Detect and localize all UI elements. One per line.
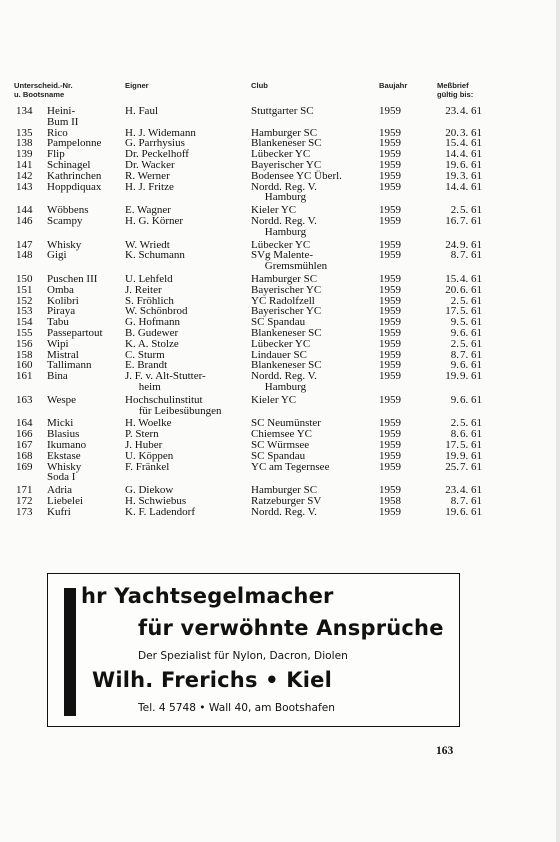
row-club: Kieler YC bbox=[251, 393, 297, 406]
row-build-year: 1959 bbox=[379, 337, 401, 350]
row-boat-name: Wipi bbox=[47, 337, 69, 350]
row-build-year: 1959 bbox=[379, 316, 401, 329]
row-cert-month: 6. 61 bbox=[460, 283, 482, 296]
header-number-line2: u. Bootsname bbox=[14, 89, 65, 99]
ad-specialist-line: Der Spezialist für Nylon, Dacron, Diolen bbox=[138, 650, 348, 662]
row-build-year: 1959 bbox=[379, 505, 401, 518]
row-boat-name: Omba bbox=[47, 283, 74, 296]
table-row bbox=[0, 285, 560, 296]
row-owner: P. Stern bbox=[125, 428, 159, 441]
row-boat-name: Kathrinchen bbox=[47, 169, 102, 182]
header-owner: Eigner bbox=[125, 81, 149, 90]
row-build-year: 1959 bbox=[379, 249, 401, 262]
row-boat-name: Ekstase bbox=[47, 449, 81, 462]
row-number: 134 bbox=[16, 105, 33, 117]
row-boat-name: Scampy bbox=[47, 214, 83, 227]
row-boat-name: Kolibri bbox=[47, 294, 79, 307]
row-boat-name: Whisky bbox=[47, 460, 82, 473]
row-build-year: 1959 bbox=[379, 305, 401, 318]
row-owner: K. A. Stolze bbox=[125, 337, 179, 350]
row-build-year: 1959 bbox=[379, 214, 401, 227]
row-cert-month: 5. 61 bbox=[460, 294, 482, 307]
row-number: 167 bbox=[16, 438, 33, 451]
row-club: Hamburger SC bbox=[251, 126, 318, 139]
row-cert-month: 4. 61 bbox=[460, 105, 482, 117]
row-cert-month: 7. 61 bbox=[460, 494, 482, 507]
row-number: 144 bbox=[16, 204, 33, 217]
row-club: Lübecker YC bbox=[251, 337, 311, 350]
row-owner: J. F. v. Alt-Stutter- bbox=[125, 370, 206, 383]
row-build-year: 1958 bbox=[379, 494, 401, 507]
row-cert-month: 6. 61 bbox=[460, 359, 482, 372]
row-number: 169 bbox=[16, 460, 33, 473]
row-boat-name: Whisky bbox=[47, 238, 82, 251]
row-number: 155 bbox=[16, 326, 33, 339]
table-row bbox=[0, 395, 560, 406]
row-owner: H. J. Fritze bbox=[125, 180, 174, 193]
row-cert-month: 9. 61 bbox=[460, 238, 482, 251]
row-cert-day: 17. bbox=[445, 305, 459, 318]
row-club: Hamburg bbox=[251, 191, 307, 204]
row-club: Nordd. Reg. V. bbox=[251, 214, 317, 227]
row-build-year: 1959 bbox=[379, 438, 401, 451]
row-club: SVg Malente- bbox=[251, 249, 314, 262]
row-number: 160 bbox=[16, 359, 33, 372]
row-owner: W. Wriedt bbox=[125, 238, 170, 251]
row-owner: H. Woelke bbox=[125, 417, 172, 430]
row-boat-name: Micki bbox=[47, 417, 74, 430]
advertisement-box bbox=[47, 573, 460, 727]
row-cert-month: 6. 61 bbox=[460, 428, 482, 441]
row-owner: E. Brandt bbox=[125, 359, 168, 372]
row-boat-name: Ikumano bbox=[47, 438, 87, 451]
row-cert-month: 6. 61 bbox=[460, 326, 482, 339]
row-owner: E. Wagner bbox=[125, 204, 171, 217]
row-club: SC Neumünster bbox=[251, 417, 321, 430]
table-row bbox=[0, 339, 560, 350]
row-boat-name: Bum II bbox=[47, 115, 79, 128]
row-cert-month: 5. 61 bbox=[460, 417, 482, 430]
row-cert-day: 14. bbox=[445, 148, 459, 161]
row-club: Hamburger SC bbox=[251, 484, 318, 497]
row-cert-day: 9. bbox=[450, 359, 459, 372]
row-owner: für Leibesübungen bbox=[125, 404, 222, 417]
row-owner: K. Schumann bbox=[125, 249, 185, 262]
row-cert-month: 6. 61 bbox=[460, 505, 482, 518]
row-boat-name: Flip bbox=[47, 148, 65, 161]
row-owner: H. Faul bbox=[125, 105, 158, 117]
row-boat-name: Blasius bbox=[47, 428, 80, 441]
row-cert-month: 5. 61 bbox=[460, 316, 482, 329]
table-row bbox=[0, 472, 560, 483]
row-boat-name: Mistral bbox=[47, 348, 79, 361]
row-cert-month: 4. 61 bbox=[460, 137, 482, 150]
row-number: 158 bbox=[16, 348, 33, 361]
row-cert-day: 14. bbox=[445, 180, 459, 193]
row-cert-day: 8. bbox=[450, 249, 459, 262]
row-cert-month: 4. 61 bbox=[460, 484, 482, 497]
row-cert-day: 19. bbox=[445, 370, 459, 383]
row-build-year: 1959 bbox=[379, 348, 401, 361]
table-row bbox=[0, 117, 560, 128]
row-club: Bayerischer YC bbox=[251, 158, 322, 171]
row-build-year: 1959 bbox=[379, 370, 401, 383]
row-club: Nordd. Reg. V. bbox=[251, 505, 317, 518]
row-build-year: 1959 bbox=[379, 294, 401, 307]
row-owner: H. G. Körner bbox=[125, 214, 184, 227]
row-build-year: 1959 bbox=[379, 428, 401, 441]
row-boat-name: Wöbbens bbox=[47, 204, 89, 217]
row-club: Nordd. Reg. V. bbox=[251, 370, 317, 383]
row-cert-month: 6. 61 bbox=[460, 158, 482, 171]
header-club: Club bbox=[251, 81, 268, 90]
row-number: 171 bbox=[16, 484, 33, 497]
row-cert-month: 4. 61 bbox=[460, 272, 482, 285]
row-cert-day: 20. bbox=[445, 283, 459, 296]
row-number: 156 bbox=[16, 337, 33, 350]
row-club: Hamburg bbox=[251, 380, 307, 393]
row-boat-name: Pampelonne bbox=[47, 137, 102, 150]
row-build-year: 1959 bbox=[379, 137, 401, 150]
ad-headline: hr Yachtsegelmacher bbox=[81, 584, 334, 608]
row-boat-name: Heini- bbox=[47, 105, 76, 117]
row-number: 147 bbox=[16, 238, 33, 251]
row-number: 173 bbox=[16, 505, 33, 518]
row-cert-day: 19. bbox=[445, 449, 459, 462]
row-boat-name: Schinagel bbox=[47, 158, 91, 171]
row-cert-month: 4. 61 bbox=[460, 180, 482, 193]
row-cert-day: 9. bbox=[450, 326, 459, 339]
table-row bbox=[0, 106, 560, 117]
row-cert-month: 3. 61 bbox=[460, 126, 482, 139]
row-owner: R. Werner bbox=[125, 169, 170, 182]
row-boat-name: Adria bbox=[47, 484, 73, 497]
row-number: 142 bbox=[16, 169, 33, 182]
row-build-year: 1959 bbox=[379, 283, 401, 296]
row-cert-day: 8. bbox=[450, 348, 459, 361]
row-cert-day: 15. bbox=[445, 272, 459, 285]
page-number: 163 bbox=[436, 745, 454, 757]
row-cert-month: 6. 61 bbox=[460, 393, 482, 406]
row-boat-name: Wespe bbox=[47, 393, 77, 406]
row-build-year: 1959 bbox=[379, 204, 401, 217]
row-club: Bodensee YC Überl. bbox=[251, 169, 342, 182]
row-club: Gremsmühlen bbox=[251, 260, 328, 273]
ad-company-name: Wilh. Frerichs • Kiel bbox=[92, 668, 333, 692]
row-number: 141 bbox=[16, 158, 33, 171]
row-build-year: 1959 bbox=[379, 238, 401, 251]
row-build-year: 1959 bbox=[379, 148, 401, 161]
row-cert-day: 16. bbox=[445, 214, 459, 227]
row-number: 150 bbox=[16, 272, 33, 285]
row-cert-month: 5. 61 bbox=[460, 204, 482, 217]
row-owner: J. Reiter bbox=[125, 283, 162, 296]
row-owner: heim bbox=[125, 380, 161, 393]
row-cert-month: 5. 61 bbox=[460, 337, 482, 350]
row-owner: Dr. Wacker bbox=[125, 158, 175, 171]
ad-subheadline: für verwöhnte Ansprüche bbox=[138, 616, 444, 640]
row-owner: G. Parrhysius bbox=[125, 137, 185, 150]
row-cert-day: 25. bbox=[445, 460, 459, 473]
row-boat-name: Soda I bbox=[47, 471, 76, 484]
row-number: 148 bbox=[16, 249, 33, 262]
row-build-year: 1959 bbox=[379, 126, 401, 139]
row-owner: H. Schwiebus bbox=[125, 494, 187, 507]
row-owner: Hochschulinstitut bbox=[125, 393, 203, 406]
row-cert-day: 24. bbox=[445, 238, 459, 251]
row-cert-day: 20. bbox=[445, 126, 459, 139]
row-number: 166 bbox=[16, 428, 33, 441]
header-certificate-line2: gültig bis: bbox=[437, 89, 474, 99]
row-build-year: 1959 bbox=[379, 393, 401, 406]
table-row bbox=[0, 451, 560, 462]
row-club: Blankeneser SC bbox=[251, 326, 322, 339]
row-boat-name: Piraya bbox=[47, 305, 76, 318]
row-number: 152 bbox=[16, 294, 33, 307]
row-number: 154 bbox=[16, 316, 33, 329]
row-build-year: 1959 bbox=[379, 180, 401, 193]
table-row bbox=[0, 192, 560, 203]
ad-contact-line: Tel. 4 5748 • Wall 40, am Bootshafen bbox=[138, 702, 335, 714]
row-owner: U. Lehfeld bbox=[125, 272, 173, 285]
row-number: 172 bbox=[16, 494, 33, 507]
table-row bbox=[0, 507, 560, 518]
row-owner: J. Huber bbox=[125, 438, 163, 451]
row-number: 143 bbox=[16, 180, 33, 193]
row-club: Bayerischer YC bbox=[251, 283, 322, 296]
row-boat-name: Hoppdiquax bbox=[47, 180, 102, 193]
row-number: 161 bbox=[16, 370, 33, 383]
row-cert-month: 9. 61 bbox=[460, 370, 482, 383]
row-cert-day: 19. bbox=[445, 505, 459, 518]
row-build-year: 1959 bbox=[379, 272, 401, 285]
row-cert-month: 7. 61 bbox=[460, 348, 482, 361]
row-club: SC Spandau bbox=[251, 316, 306, 329]
row-owner: C. Sturm bbox=[125, 348, 165, 361]
row-cert-day: 23. bbox=[445, 484, 459, 497]
row-number: 138 bbox=[16, 137, 33, 150]
row-cert-month: 9. 61 bbox=[460, 449, 482, 462]
row-build-year: 1959 bbox=[379, 326, 401, 339]
row-cert-day: 8. bbox=[450, 494, 459, 507]
row-owner: F. Fränkel bbox=[125, 460, 170, 473]
header-certificate-line1: Meßbrief bbox=[437, 81, 469, 90]
header-number-name bbox=[14, 82, 73, 99]
row-club: SC Spandau bbox=[251, 449, 306, 462]
row-club: Hamburg bbox=[251, 225, 307, 238]
row-build-year: 1959 bbox=[379, 417, 401, 430]
table-row bbox=[0, 227, 560, 238]
row-club: Hamburger SC bbox=[251, 272, 318, 285]
row-number: 153 bbox=[16, 305, 33, 318]
row-club: Blankeneser SC bbox=[251, 359, 322, 372]
row-cert-month: 7. 61 bbox=[460, 460, 482, 473]
row-club: Nordd. Reg. V. bbox=[251, 180, 317, 193]
header-year: Baujahr bbox=[379, 81, 408, 90]
row-cert-month: 7. 61 bbox=[460, 249, 482, 262]
table-row bbox=[0, 382, 560, 393]
row-club: Chiemsee YC bbox=[251, 428, 312, 441]
row-cert-day: 19. bbox=[445, 158, 459, 171]
row-owner: G. Diekow bbox=[125, 484, 174, 497]
row-club: Stuttgarter SC bbox=[251, 105, 314, 117]
row-boat-name: Liebelei bbox=[47, 494, 84, 507]
row-cert-day: 15. bbox=[445, 137, 459, 150]
row-owner: H. J. Widemann bbox=[125, 126, 196, 139]
row-boat-name: Rico bbox=[47, 126, 68, 139]
row-number: 135 bbox=[16, 126, 33, 139]
row-owner: W. Schönbrod bbox=[125, 305, 188, 318]
row-cert-day: 2. bbox=[450, 337, 459, 350]
row-club: Blankeneser SC bbox=[251, 137, 322, 150]
row-build-year: 1959 bbox=[379, 449, 401, 462]
row-club: YC am Tegernsee bbox=[251, 460, 330, 473]
row-owner: K. F. Ladendorf bbox=[125, 505, 195, 518]
row-build-year: 1959 bbox=[379, 359, 401, 372]
header-certificate bbox=[437, 82, 473, 99]
table-row bbox=[0, 261, 560, 272]
row-boat-name: Tabu bbox=[47, 316, 69, 329]
row-build-year: 1959 bbox=[379, 158, 401, 171]
row-cert-month: 4. 61 bbox=[460, 148, 482, 161]
row-number: 163 bbox=[16, 393, 33, 406]
row-club: SC Würmsee bbox=[251, 438, 310, 451]
table-row bbox=[0, 462, 560, 473]
boat-list bbox=[0, 104, 560, 517]
row-cert-day: 9. bbox=[450, 393, 459, 406]
row-boat-name: Tallimann bbox=[47, 359, 92, 372]
row-owner: B. Gudewer bbox=[125, 326, 179, 339]
row-boat-name: Gigi bbox=[47, 249, 67, 262]
row-number: 168 bbox=[16, 449, 33, 462]
row-build-year: 1959 bbox=[379, 460, 401, 473]
row-boat-name: Puschen III bbox=[47, 272, 98, 285]
row-club: Bayerischer YC bbox=[251, 305, 322, 318]
row-owner: G. Hofmann bbox=[125, 316, 180, 329]
row-cert-month: 7. 61 bbox=[460, 214, 482, 227]
advertisement-black-bar bbox=[64, 588, 76, 716]
row-club: YC Radolfzell bbox=[251, 294, 315, 307]
table-row bbox=[0, 406, 560, 417]
row-club: Ratzeburger SV bbox=[251, 494, 322, 507]
row-number: 139 bbox=[16, 148, 33, 161]
row-cert-day: 8. bbox=[450, 428, 459, 441]
row-boat-name: Bina bbox=[47, 370, 68, 383]
row-cert-day: 2. bbox=[450, 294, 459, 307]
row-cert-month: 5. 61 bbox=[460, 438, 482, 451]
row-number: 151 bbox=[16, 283, 33, 296]
row-club: Lübecker YC bbox=[251, 238, 311, 251]
row-cert-month: 3. 61 bbox=[460, 169, 482, 182]
row-cert-day: 2. bbox=[450, 417, 459, 430]
row-build-year: 1959 bbox=[379, 484, 401, 497]
row-cert-day: 23. bbox=[445, 105, 459, 117]
row-build-year: 1959 bbox=[379, 105, 401, 117]
row-build-year: 1959 bbox=[379, 169, 401, 182]
row-owner: U. Köppen bbox=[125, 449, 174, 462]
row-club: Lübecker YC bbox=[251, 148, 311, 161]
row-owner: Dr. Peckelhoff bbox=[125, 148, 189, 161]
row-cert-month: 5. 61 bbox=[460, 305, 482, 318]
row-cert-day: 19. bbox=[445, 169, 459, 182]
row-number: 164 bbox=[16, 417, 33, 430]
row-cert-day: 2. bbox=[450, 204, 459, 217]
table-row bbox=[0, 171, 560, 182]
row-boat-name: Kufri bbox=[47, 505, 71, 518]
row-cert-day: 9. bbox=[450, 316, 459, 329]
row-cert-day: 17. bbox=[445, 438, 459, 451]
row-boat-name: Passepartout bbox=[47, 326, 103, 339]
header-number-line1: Unterscheid.-Nr. bbox=[14, 81, 73, 90]
row-club: Kieler YC bbox=[251, 204, 297, 217]
row-club: Lindauer SC bbox=[251, 348, 307, 361]
row-owner: S. Fröhlich bbox=[125, 294, 174, 307]
row-number: 146 bbox=[16, 214, 33, 227]
